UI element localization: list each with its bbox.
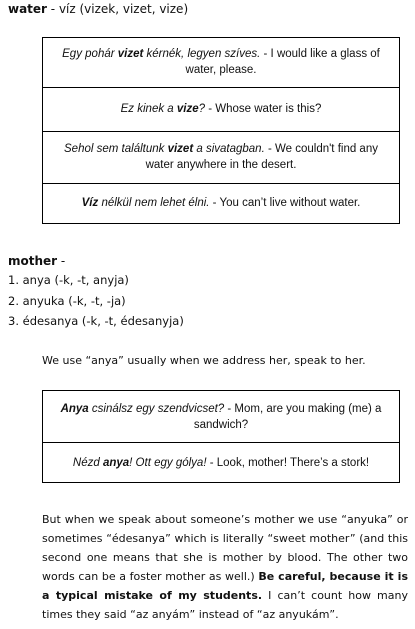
examples-table-water (42, 37, 400, 224)
definition-water: - víz (vizek, vizet, vize) (46, 2, 189, 16)
list-item: 1. anya (-k, -t, anyja) (8, 273, 129, 287)
example-row (43, 391, 399, 443)
example-english: - You can’t live without water. (209, 197, 361, 209)
forms-list-mother (8, 270, 184, 332)
headword-mother: mother (8, 254, 58, 268)
usage-note: We use “anya” usually when we address her, speak to her. (42, 354, 366, 367)
example-english: - Look, mother! There’s a stork! (206, 456, 370, 469)
example-hungarian: Sehol sem találtunk vizet a sivatagban. (64, 143, 265, 155)
example-english: - I would like a glass of water, please. (185, 48, 380, 77)
entry-mother (8, 253, 65, 269)
example-row (43, 132, 399, 184)
example-hungarian: Anya csinálsz egy szendvicset? (60, 402, 225, 415)
example-hungarian: Víz nélkül nem lehet élni. (81, 197, 210, 209)
example-english: - Mom, are you making (me) a sandwich? (193, 402, 382, 431)
example-english: - Whose water is this? (205, 103, 322, 115)
example-hungarian: Ez kinek a vize? (120, 103, 206, 115)
headword-water: water (8, 2, 47, 16)
example-row (43, 443, 399, 483)
list-item: 3. édesanya (-k, -t, édesanyja) (8, 314, 184, 328)
warning-text: Be careful, because it is a typical mistake of my students. (42, 570, 408, 602)
example-row (43, 38, 399, 88)
explanation-paragraph: But when we speak about someone’s mother we use “anyuka” or sometimes “édesanya” which is literally “sweet mother” (and this second one means that she is mother by blood. The other two words can be a foster mother as well.) Be careful, because it is a typical mistake of my students. I can’t count how many times they said “az anyám” instead of “az anyukám”. (42, 513, 408, 621)
entry-water (8, 1, 188, 17)
example-hungarian: Nézd anya! Ott egy gólya! (72, 456, 207, 469)
list-item: 2. anyuka (-k, -t, -ja) (8, 293, 126, 308)
example-row (43, 88, 399, 132)
example-row (43, 184, 399, 224)
definition-mother: - (57, 254, 66, 268)
example-hungarian: Egy pohár vizet kérnék, legyen szíves. (62, 48, 261, 61)
examples-table-mother (42, 390, 400, 483)
example-english: - We couldn't find any water anywhere in the desert. (145, 143, 378, 171)
